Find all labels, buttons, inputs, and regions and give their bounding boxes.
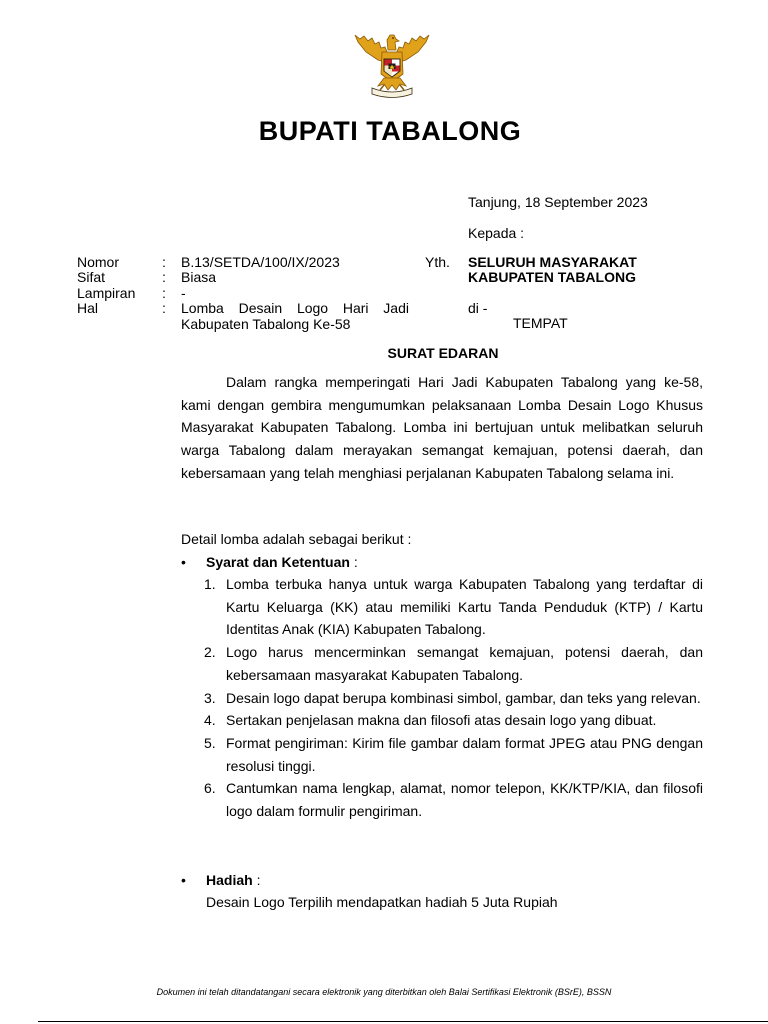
garuda-emblem [348,30,436,100]
nomor-value: B.13/SETDA/100/IX/2023 [181,254,340,270]
footer-divider [38,1021,768,1022]
hal-label: Hal [77,300,99,316]
nomor-label: Nomor [77,254,120,270]
terms-title: Syarat dan Ketentuan [206,554,350,570]
terms-item-text: Sertakan penjelasan makna dan filosofi atas desain logo yang dibuat. [226,712,657,729]
terms-item-number: 4. [204,712,216,729]
terms-item-text: Logo harus mencerminkan semangat kemajuan, potensi daerah, dan kebersamaan masyarakat Kabupaten Tabalong. [226,644,703,683]
terms-item [200,709,703,732]
place-date: Tanjung, 18 September 2023 [468,194,648,210]
yth-label: Yth. [425,254,450,270]
terms-item-number: 6. [204,780,216,797]
surat-edaran-heading: SURAT EDARAN [387,345,499,361]
terms-item-number: 2. [204,644,216,661]
terms-item-text: Desain logo dapat berupa kombinasi simbol, gambar, dan teks yang relevan. [226,689,701,706]
prize-suffix: : [252,872,261,888]
letterhead-title: BUPATI TABALONG [258,116,522,146]
lampiran-label: Lampiran [77,285,136,301]
intro-paragraph: Dalam rangka memperingati Hari Jadi Kabupaten Tabalong yang ke-58, kami dengan gembira mengumumkan pelaksanaan Lomba Desain Logo Khusus Masyarakat Kabupaten Tabalong. Lomba ini bertujuan untuk melibatkan seluruh warga Tabalong dalam merayakan semangat kemajuan, potensi daerah, dan kebersamaan yang telah menghiasi perjalanan Kabupaten Tabalong selama ini. [181,374,703,481]
terms-suffix: : [349,554,358,570]
terms-heading [206,554,358,570]
sifat-value: Biasa [181,269,217,285]
terms-item-number: 3. [204,689,216,706]
terms-item-text: Format pengiriman: Kirim file gambar dalam format JPEG atau PNG dengan resolusi tinggi. [226,734,703,774]
terms-item-number: 5. [204,734,216,751]
terms-item-text: Cantumkan nama lengkap, alamat, nomor telepon, KK/KTP/KIA, dan filosofi logo dalam formulir pengiriman. [226,780,703,820]
lampiran-value: - [181,285,186,301]
recipient-line-1: SELURUH MASYARAKAT [468,254,637,270]
terms-list [200,573,703,823]
place-label: TEMPAT [513,315,568,331]
esign-footer-note: Dokumen ini telah ditandatangani secara elektronik yang diterbitkan oleh Balai Sertifikasi Elektronik (BSrE), BSSN [156,987,612,997]
bullet-prize: • [181,872,186,888]
nomor-colon: : [162,254,166,270]
prize-heading [206,872,260,888]
bullet-terms: • [181,554,186,570]
terms-item-text: Lomba terbuka hanya untuk warga Kabupaten Tabalong yang terdaftar di Kartu Keluarga (KK) atau memiliki Kartu Tanda Penduduk (KTP) / Kartu Identitas Anak (KIA) Kabupaten Tabalong. [226,576,703,638]
di-label: di - [468,300,488,316]
prize-text: Desain Logo Terpilih mendapatkan hadiah 5 Juta Rupiah [206,894,558,910]
sifat-colon: : [162,269,166,285]
terms-item [200,687,703,710]
to-label: Kepada : [468,225,525,241]
terms-item-number: 1. [204,576,216,592]
sifat-label: Sifat [77,269,106,285]
lampiran-colon: : [162,285,166,301]
terms-item [200,573,703,641]
details-intro: Detail lomba adalah sebagai berikut : [181,531,412,547]
terms-item [200,777,703,822]
hal-colon: : [162,300,166,316]
prize-title: Hadiah [206,872,253,888]
terms-item [200,641,703,686]
hal-value: Lomba Desain Logo Hari Jadi Kabupaten Tabalong Ke-58 [181,300,409,332]
recipient-line-2: KABUPATEN TABALONG [468,269,636,285]
terms-item [200,732,703,777]
